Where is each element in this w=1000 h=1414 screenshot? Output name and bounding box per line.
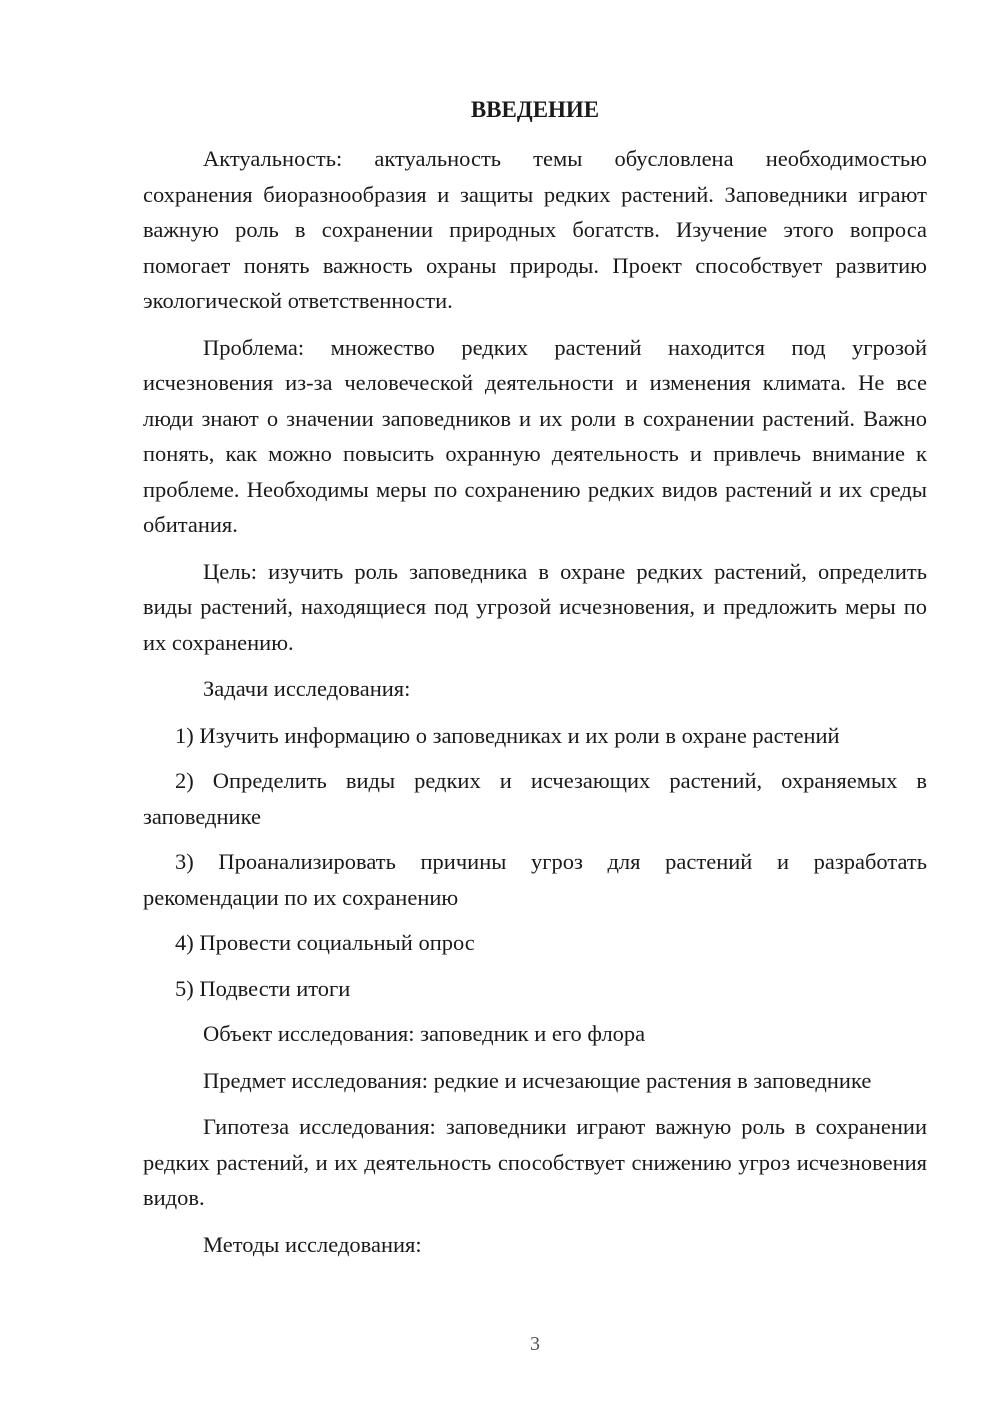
task-item-4: 4) Провести социальный опрос bbox=[175, 930, 475, 955]
section-heading: ВВЕДЕНИЕ bbox=[470, 97, 600, 122]
task-item-1: 1) Изучить информацию о заповедниках и их роли в охране растений bbox=[175, 722, 840, 748]
task-item-3: 3) Проанализировать причины угроз для растений и разработать рекомендации по их сохранению bbox=[143, 849, 927, 910]
task-item-2: 2) Определить виды редких и исчезающих растений, охраняемых в заповеднике bbox=[143, 768, 927, 829]
page-number: 3 bbox=[530, 1333, 540, 1355]
paragraph-hypothesis: Гипотеза исследования: заповедники играют важную роль в сохранении редких растений, и их деятельность способствует снижению угроз исчезновения видов. bbox=[143, 1114, 927, 1210]
methods-label: Методы исследования: bbox=[203, 1231, 422, 1257]
paragraph-subject: Предмет исследования: редкие и исчезающие растения в заповеднике bbox=[203, 1067, 872, 1093]
paragraph-problem: Проблема: множество редких растений находится под угрозой исчезновения из-за человеческой деятельности и изменения климата. Не все люди знают о значении заповедников и их роли в сохранении растений. Важно понять, как можно повысить охранную деятельность и привлечь внимание к проблеме. Необходимы меры по сохранению редких видов растений и их среды обитания. bbox=[143, 334, 927, 537]
paragraph-object: Объект исследования: заповедник и его флора bbox=[203, 1021, 646, 1046]
task-item-5: 5) Подвести итоги bbox=[175, 975, 351, 1001]
tasks-label: Задачи исследования: bbox=[203, 676, 411, 701]
page-content bbox=[143, 92, 927, 1273]
paragraph-relevance: Актуальность: актуальность темы обусловлена необходимостью сохранения биоразнообразия и защиты редких растений. Заповедники играют важную роль в сохранении природных богатств. Изучение этого вопроса помогает понять важность охраны природы. Проект способствует развитию экологической ответственности. bbox=[143, 146, 927, 313]
paragraph-goal: Цель: изучить роль заповедника в охране редких растений, определить виды растений, находящиеся под угрозой исчезновения, и предложить меры по их сохранению. bbox=[143, 558, 927, 655]
